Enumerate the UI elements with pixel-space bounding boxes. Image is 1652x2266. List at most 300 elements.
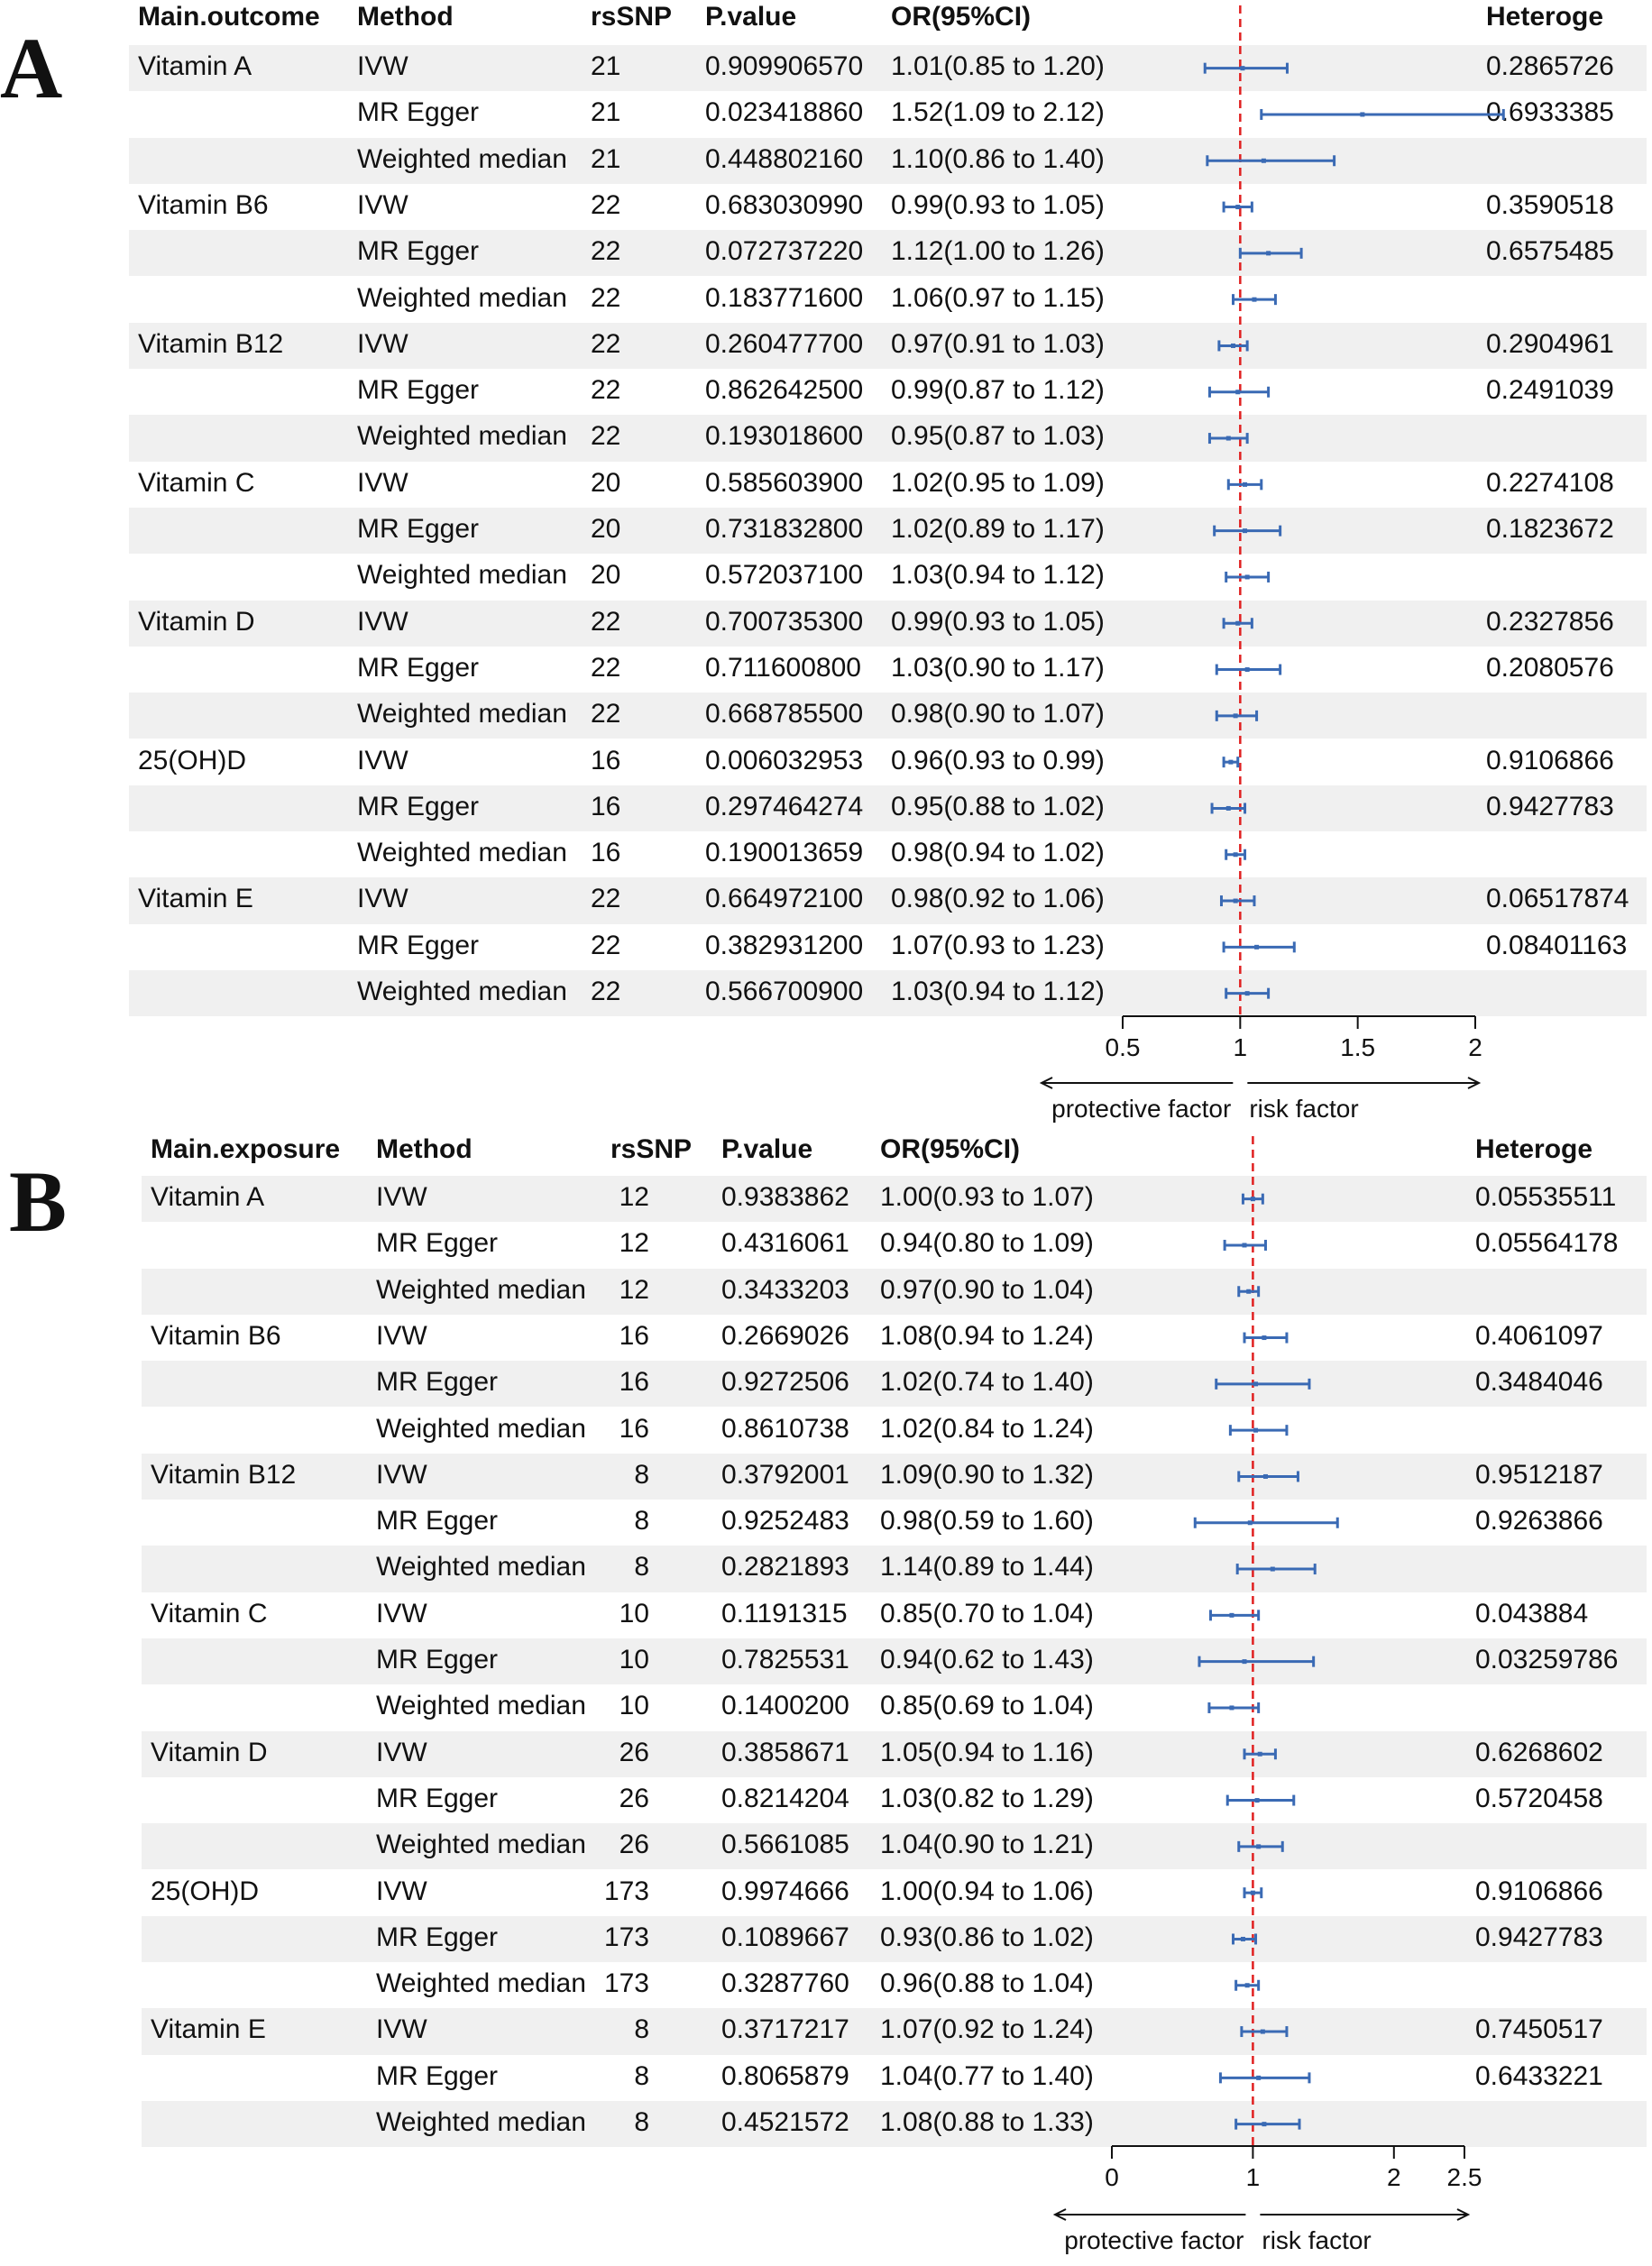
- direction-indicator: [1055, 2209, 1468, 2254]
- or-ci-cell: 1.12(1.00 to 1.26): [891, 236, 1105, 267]
- rssnp-cell: 8: [634, 1552, 649, 1583]
- pvalue-cell: 0.668785500: [705, 699, 864, 729]
- point-estimate: [1248, 1520, 1253, 1525]
- rssnp-cell: 10: [619, 1691, 649, 1721]
- forest-plot-b: [0, 1133, 1652, 2266]
- method-cell: MR Egger: [376, 1228, 499, 1259]
- method-cell: MR Egger: [376, 1506, 499, 1537]
- or-ci-cell: 1.02(0.95 to 1.09): [891, 467, 1105, 498]
- pvalue-cell: 0.700735300: [705, 606, 864, 637]
- heteroge-cell: 0.2327856: [1486, 606, 1614, 637]
- point-estimate: [1234, 713, 1238, 718]
- method-cell: IVW: [357, 745, 408, 775]
- point-estimate: [1231, 344, 1235, 348]
- ci-bar: [1236, 1980, 1259, 1991]
- or-ci-cell: 1.07(0.92 to 1.24): [880, 2014, 1094, 2045]
- method-cell: IVW: [376, 1737, 427, 1767]
- header-group: Main.exposure: [151, 1134, 341, 1164]
- ci-bar: [1262, 109, 1503, 120]
- heteroge-cell: 0.9106866: [1486, 745, 1614, 775]
- point-estimate: [1245, 991, 1250, 995]
- point-estimate: [1226, 806, 1231, 811]
- rssnp-cell: 16: [591, 791, 621, 821]
- pvalue-cell: 0.566700900: [705, 977, 864, 1006]
- method-cell: MR Egger: [357, 652, 480, 683]
- point-estimate: [1258, 1752, 1262, 1757]
- x-tick-label: 1: [1233, 1033, 1248, 1061]
- heteroge-cell: 0.5720458: [1475, 1783, 1603, 1813]
- rssnp-cell: 173: [603, 1922, 649, 1952]
- ci-bar: [1209, 433, 1247, 444]
- group-label: Vitamin A: [138, 51, 252, 81]
- pvalue-cell: 0.5661085: [721, 1830, 849, 1860]
- or-ci-cell: 0.95(0.88 to 1.02): [891, 791, 1105, 821]
- rssnp-cell: 22: [591, 884, 621, 914]
- point-estimate: [1229, 1613, 1234, 1618]
- rssnp-cell: 12: [619, 1228, 649, 1259]
- rssnp-cell: 22: [591, 699, 621, 729]
- header-rssnp: rsSNP: [591, 2, 673, 32]
- point-estimate: [1254, 945, 1259, 950]
- method-cell: MR Egger: [357, 791, 480, 821]
- or-ci-cell: 1.03(0.82 to 1.29): [880, 1783, 1094, 1813]
- rssnp-cell: 8: [634, 1506, 649, 1537]
- or-ci-cell: 1.01(0.85 to 1.20): [891, 51, 1105, 81]
- method-cell: IVW: [357, 51, 408, 81]
- or-ci-cell: 1.02(0.89 to 1.17): [891, 514, 1105, 544]
- ci-bar: [1239, 1471, 1299, 1482]
- pvalue-cell: 0.683030990: [705, 189, 864, 220]
- header-heteroge: Heteroge: [1475, 1134, 1593, 1164]
- pvalue-cell: 0.190013659: [705, 838, 864, 868]
- pvalue-cell: 0.448802160: [705, 143, 864, 174]
- ci-bar: [1227, 1795, 1294, 1806]
- ci-bar: [1226, 849, 1245, 860]
- group-label: 25(OH)D: [138, 745, 247, 775]
- rssnp-cell: 26: [619, 1783, 649, 1813]
- point-estimate: [1256, 1844, 1261, 1849]
- or-ci-cell: 0.99(0.87 to 1.12): [891, 375, 1105, 406]
- heteroge-cell: 0.4061097: [1475, 1320, 1603, 1351]
- point-estimate: [1235, 205, 1240, 209]
- ci-bar: [1216, 1379, 1309, 1390]
- protective-factor-label: protective factor: [1051, 1095, 1232, 1123]
- heteroge-cell: 0.9512187: [1475, 1459, 1603, 1490]
- pvalue-cell: 0.1089667: [721, 1922, 849, 1952]
- pvalue-cell: 0.664972100: [705, 884, 864, 914]
- method-cell: Weighted median: [357, 699, 567, 729]
- point-estimate: [1235, 621, 1240, 626]
- point-estimate: [1262, 1335, 1266, 1340]
- pvalue-cell: 0.3287760: [721, 1968, 849, 1999]
- ci-bar: [1195, 1518, 1337, 1528]
- or-ci-cell: 1.05(0.94 to 1.16): [880, 1737, 1094, 1767]
- ci-bar: [1242, 2026, 1287, 2037]
- ci-bar: [1224, 618, 1252, 628]
- point-estimate: [1360, 112, 1364, 116]
- pvalue-cell: 0.731832800: [705, 514, 864, 544]
- ci-bar: [1220, 2072, 1309, 2083]
- pvalue-cell: 0.862642500: [705, 375, 864, 406]
- ci-bar: [1240, 248, 1301, 259]
- rssnp-cell: 8: [634, 2060, 649, 2091]
- pvalue-cell: 0.023418860: [705, 97, 864, 128]
- method-cell: IVW: [376, 1320, 427, 1351]
- or-ci-cell: 1.04(0.77 to 1.40): [880, 2060, 1094, 2091]
- heteroge-cell: 0.2491039: [1486, 375, 1614, 406]
- heteroge-cell: 0.3590518: [1486, 189, 1614, 220]
- pvalue-cell: 0.9252483: [721, 1506, 849, 1537]
- rssnp-cell: 22: [591, 375, 621, 406]
- heteroge-cell: 0.05564178: [1475, 1228, 1619, 1259]
- method-cell: MR Egger: [357, 97, 480, 128]
- x-tick-label: 0.5: [1105, 1033, 1141, 1061]
- ci-bar: [1239, 1286, 1259, 1297]
- ci-bar: [1209, 1702, 1259, 1713]
- group-label: Vitamin C: [138, 467, 255, 498]
- rssnp-cell: 22: [591, 328, 621, 359]
- heteroge-cell: 0.05535511: [1475, 1182, 1617, 1212]
- or-ci-cell: 1.14(0.89 to 1.44): [880, 1552, 1094, 1583]
- or-ci-cell: 1.03(0.90 to 1.17): [891, 652, 1105, 683]
- or-ci-cell: 1.02(0.74 to 1.40): [880, 1367, 1094, 1398]
- point-estimate: [1256, 2076, 1261, 2080]
- ci-bar: [1226, 988, 1269, 999]
- method-cell: MR Egger: [376, 1922, 499, 1952]
- or-ci-cell: 0.97(0.91 to 1.03): [891, 328, 1105, 359]
- point-estimate: [1228, 760, 1233, 765]
- method-cell: IVW: [357, 328, 408, 359]
- pvalue-cell: 0.8610738: [721, 1413, 849, 1444]
- pvalue-cell: 0.3433203: [721, 1274, 849, 1305]
- direction-indicator: [1042, 1078, 1479, 1123]
- point-estimate: [1251, 1891, 1255, 1895]
- method-cell: IVW: [376, 2014, 427, 2045]
- method-cell: IVW: [357, 467, 408, 498]
- or-ci-cell: 0.96(0.93 to 0.99): [891, 745, 1105, 775]
- pvalue-cell: 0.006032953: [705, 745, 864, 775]
- method-cell: Weighted median: [376, 1552, 586, 1583]
- heteroge-cell: 0.6575485: [1486, 236, 1614, 267]
- method-cell: Weighted median: [376, 1691, 586, 1721]
- method-cell: Weighted median: [376, 1830, 586, 1860]
- heteroge-cell: 0.043884: [1475, 1598, 1589, 1628]
- group-label: Vitamin B12: [138, 328, 284, 359]
- heteroge-cell: 0.6933385: [1486, 97, 1614, 128]
- heteroge-cell: 0.9427783: [1475, 1922, 1603, 1952]
- method-cell: IVW: [376, 1182, 427, 1212]
- point-estimate: [1266, 251, 1271, 255]
- ci-bar: [1215, 526, 1280, 537]
- or-ci-cell: 1.00(0.94 to 1.06): [880, 1876, 1094, 1906]
- pvalue-cell: 0.382931200: [705, 930, 864, 960]
- point-estimate: [1253, 1381, 1258, 1386]
- or-ci-cell: 0.96(0.88 to 1.04): [880, 1968, 1094, 1999]
- rssnp-cell: 22: [591, 236, 621, 267]
- point-estimate: [1240, 66, 1244, 70]
- pvalue-cell: 0.193018600: [705, 421, 864, 452]
- rssnp-cell: 10: [619, 1598, 649, 1628]
- rssnp-cell: 21: [591, 51, 621, 81]
- method-cell: Weighted median: [357, 977, 567, 1006]
- pvalue-cell: 0.9974666: [721, 1876, 849, 1906]
- point-estimate: [1262, 159, 1266, 163]
- group-label: 25(OH)D: [151, 1876, 260, 1906]
- point-estimate: [1251, 1197, 1255, 1201]
- x-tick-label: 0: [1105, 2163, 1119, 2191]
- rssnp-cell: 21: [591, 97, 621, 128]
- rssnp-cell: 16: [619, 1367, 649, 1398]
- x-tick-label: 1: [1245, 2163, 1261, 2191]
- method-cell: IVW: [376, 1459, 427, 1490]
- rssnp-cell: 20: [591, 514, 621, 544]
- rssnp-cell: 8: [634, 2107, 649, 2137]
- header-pvalue: P.value: [705, 2, 797, 32]
- group-label: Vitamin B12: [151, 1459, 297, 1490]
- ci-bar: [1216, 665, 1280, 675]
- ci-bar: [1221, 895, 1253, 906]
- rssnp-cell: 22: [591, 930, 621, 960]
- header-or-ci: OR(95%CI): [880, 1134, 1021, 1164]
- rssnp-cell: 20: [591, 467, 621, 498]
- group-label: Vitamin E: [138, 884, 253, 914]
- or-ci-cell: 1.52(1.09 to 2.12): [891, 97, 1105, 128]
- rssnp-cell: 21: [591, 143, 621, 174]
- or-ci-cell: 1.07(0.93 to 1.23): [891, 930, 1105, 960]
- ci-bar: [1224, 941, 1294, 952]
- point-estimate: [1243, 482, 1247, 487]
- rssnp-cell: 10: [619, 1645, 649, 1674]
- ci-bar: [1199, 1656, 1314, 1667]
- heteroge-cell: 0.9106866: [1475, 1876, 1603, 1906]
- point-estimate: [1252, 298, 1256, 302]
- ci-bar: [1226, 572, 1269, 583]
- heteroge-cell: 0.03259786: [1475, 1645, 1619, 1674]
- pvalue-cell: 0.909906570: [705, 51, 864, 81]
- rssnp-cell: 22: [591, 652, 621, 683]
- header-group: Main.outcome: [138, 2, 320, 32]
- rssnp-cell: 22: [591, 977, 621, 1006]
- heteroge-cell: 0.2080576: [1486, 652, 1614, 683]
- heteroge-cell: 0.6433221: [1475, 2060, 1603, 2091]
- method-cell: IVW: [357, 884, 408, 914]
- header-or-ci: OR(95%CI): [891, 2, 1032, 32]
- pvalue-cell: 0.8065879: [721, 2060, 849, 2091]
- heteroge-cell: 0.06517874: [1486, 884, 1629, 914]
- pvalue-cell: 0.183771600: [705, 282, 864, 313]
- method-cell: Weighted median: [376, 1274, 586, 1305]
- rssnp-cell: 22: [591, 282, 621, 313]
- pvalue-cell: 0.260477700: [705, 328, 864, 359]
- heteroge-cell: 0.2904961: [1486, 328, 1614, 359]
- protective-factor-label: protective factor: [1064, 2226, 1244, 2254]
- x-tick-label: 2.5: [1446, 2163, 1482, 2191]
- rssnp-cell: 16: [619, 1320, 649, 1351]
- pvalue-cell: 0.1400200: [721, 1691, 849, 1721]
- method-cell: MR Egger: [376, 2060, 499, 2091]
- method-cell: Weighted median: [357, 560, 567, 591]
- or-ci-cell: 0.95(0.87 to 1.03): [891, 421, 1105, 452]
- forest-plot-area: [0, 1133, 1652, 2266]
- pvalue-cell: 0.3792001: [721, 1459, 849, 1490]
- pvalue-cell: 0.3858671: [721, 1737, 849, 1767]
- or-ci-cell: 1.06(0.97 to 1.15): [891, 282, 1105, 313]
- point-estimate: [1262, 2122, 1266, 2126]
- pvalue-cell: 0.711600800: [705, 652, 861, 683]
- group-label: Vitamin D: [151, 1737, 268, 1767]
- rssnp-cell: 22: [591, 189, 621, 220]
- heteroge-cell: 0.1823672: [1486, 514, 1614, 544]
- heteroge-cell: 0.9427783: [1486, 791, 1614, 821]
- rssnp-cell: 173: [603, 1968, 649, 1999]
- rssnp-cell: 16: [591, 745, 621, 775]
- method-cell: MR Egger: [376, 1645, 499, 1674]
- ci-bar: [1209, 387, 1268, 398]
- x-tick-label: 1.5: [1340, 1033, 1376, 1061]
- point-estimate: [1263, 1474, 1268, 1479]
- or-ci-cell: 0.85(0.69 to 1.04): [880, 1691, 1094, 1721]
- or-ci-cell: 1.08(0.94 to 1.24): [880, 1320, 1094, 1351]
- or-ci-cell: 1.03(0.94 to 1.12): [891, 560, 1105, 591]
- pvalue-cell: 0.572037100: [705, 560, 864, 591]
- or-ci-cell: 0.98(0.94 to 1.02): [891, 838, 1105, 868]
- ci-bar: [1224, 757, 1238, 767]
- header-rssnp: rsSNP: [610, 1134, 693, 1164]
- rssnp-cell: 26: [619, 1830, 649, 1860]
- risk-factor-label: risk factor: [1249, 1095, 1359, 1123]
- or-ci-cell: 1.08(0.88 to 1.33): [880, 2107, 1094, 2137]
- pvalue-cell: 0.2821893: [721, 1552, 849, 1583]
- or-ci-cell: 0.98(0.92 to 1.06): [891, 884, 1105, 914]
- ci-bar: [1225, 1240, 1265, 1251]
- group-label: Vitamin C: [151, 1598, 268, 1628]
- ci-bar: [1236, 2119, 1299, 2130]
- x-axis: [1105, 2146, 1482, 2191]
- rssnp-cell: 8: [634, 1459, 649, 1490]
- rssnp-cell: 173: [603, 1876, 649, 1906]
- point-estimate: [1234, 899, 1238, 904]
- pvalue-cell: 0.1191315: [721, 1598, 848, 1628]
- group-label: Vitamin A: [151, 1182, 265, 1212]
- or-ci-cell: 1.09(0.90 to 1.32): [880, 1459, 1094, 1490]
- pvalue-cell: 0.7825531: [721, 1645, 849, 1674]
- group-label: Vitamin D: [138, 606, 255, 637]
- x-tick-label: 2: [1468, 1033, 1482, 1061]
- method-cell: Weighted median: [376, 1413, 586, 1444]
- or-ci-cell: 1.02(0.84 to 1.24): [880, 1413, 1094, 1444]
- ci-bar: [1230, 1425, 1287, 1436]
- point-estimate: [1241, 1937, 1245, 1941]
- rssnp-cell: 26: [619, 1737, 649, 1767]
- group-label: Vitamin B6: [138, 189, 269, 220]
- or-ci-cell: 0.98(0.59 to 1.60): [880, 1506, 1094, 1537]
- or-ci-cell: 0.99(0.93 to 1.05): [891, 189, 1105, 220]
- ci-bar: [1239, 1841, 1282, 1852]
- heteroge-cell: 0.2865726: [1486, 51, 1614, 81]
- pvalue-cell: 0.585603900: [705, 467, 864, 498]
- point-estimate: [1234, 852, 1238, 857]
- point-estimate: [1226, 436, 1231, 441]
- group-label: Vitamin E: [151, 2014, 266, 2045]
- header-pvalue: P.value: [721, 1134, 813, 1164]
- panel-label-b: B: [9, 1153, 68, 1250]
- panel-label-a: A: [0, 20, 63, 116]
- point-estimate: [1245, 574, 1250, 579]
- ci-bar: [1237, 1564, 1315, 1574]
- ci-bar: [1219, 340, 1247, 351]
- point-estimate: [1229, 1705, 1234, 1710]
- pvalue-cell: 0.072737220: [705, 236, 864, 267]
- point-estimate: [1245, 667, 1250, 672]
- heteroge-cell: 0.7450517: [1475, 2014, 1603, 2045]
- or-ci-cell: 0.94(0.80 to 1.09): [880, 1228, 1094, 1259]
- rssnp-cell: 16: [591, 838, 621, 868]
- heteroge-cell: 0.9263866: [1475, 1506, 1603, 1537]
- point-estimate: [1255, 1798, 1260, 1803]
- heteroge-cell: 0.2274108: [1486, 467, 1614, 498]
- header-method: Method: [376, 1134, 473, 1164]
- point-estimate: [1245, 1983, 1250, 1987]
- method-cell: MR Egger: [357, 375, 480, 406]
- point-estimate: [1243, 1659, 1247, 1664]
- method-cell: MR Egger: [357, 236, 480, 267]
- x-tick-label: 2: [1387, 2163, 1401, 2191]
- method-cell: Weighted median: [376, 2107, 586, 2137]
- header-method: Method: [357, 2, 454, 32]
- or-ci-cell: 1.10(0.86 to 1.40): [891, 143, 1105, 174]
- point-estimate: [1243, 1243, 1247, 1247]
- method-cell: MR Egger: [376, 1783, 499, 1813]
- pvalue-cell: 0.9272506: [721, 1367, 849, 1398]
- method-cell: MR Egger: [357, 930, 480, 960]
- or-ci-cell: 0.99(0.93 to 1.05): [891, 606, 1105, 637]
- ci-bar: [1210, 1610, 1258, 1620]
- heteroge-cell: 0.08401163: [1486, 930, 1628, 960]
- or-ci-cell: 0.93(0.86 to 1.02): [880, 1922, 1094, 1952]
- method-cell: Weighted median: [376, 1968, 586, 1999]
- ci-bar: [1228, 479, 1261, 490]
- pvalue-cell: 0.4521572: [721, 2107, 849, 2137]
- method-cell: Weighted median: [357, 838, 567, 868]
- point-estimate: [1235, 390, 1240, 394]
- point-estimate: [1271, 1567, 1275, 1572]
- or-ci-cell: 0.98(0.90 to 1.07): [891, 699, 1105, 729]
- heteroge-cell: 0.3484046: [1475, 1367, 1603, 1398]
- pvalue-cell: 0.3717217: [721, 2014, 849, 2045]
- or-ci-cell: 1.04(0.90 to 1.21): [880, 1830, 1094, 1860]
- rssnp-cell: 20: [591, 560, 621, 591]
- or-ci-cell: 1.00(0.93 to 1.07): [880, 1182, 1094, 1212]
- method-cell: MR Egger: [357, 514, 480, 544]
- rssnp-cell: 12: [619, 1182, 649, 1212]
- or-ci-cell: 0.94(0.62 to 1.43): [880, 1645, 1094, 1674]
- ci-bar: [1205, 63, 1287, 74]
- rssnp-cell: 12: [619, 1274, 649, 1305]
- pvalue-cell: 0.9383862: [721, 1182, 849, 1212]
- point-estimate: [1261, 2030, 1265, 2034]
- point-estimate: [1253, 1428, 1258, 1433]
- header-heteroge: Heteroge: [1486, 2, 1604, 32]
- method-cell: Weighted median: [357, 421, 567, 452]
- risk-factor-label: risk factor: [1262, 2226, 1372, 2254]
- method-cell: IVW: [357, 189, 408, 220]
- rssnp-cell: 22: [591, 421, 621, 452]
- x-axis: [1106, 1016, 1482, 1061]
- pvalue-cell: 0.4316061: [721, 1228, 849, 1259]
- method-cell: IVW: [376, 1876, 427, 1906]
- ci-bar: [1216, 711, 1256, 721]
- rssnp-cell: 22: [591, 606, 621, 637]
